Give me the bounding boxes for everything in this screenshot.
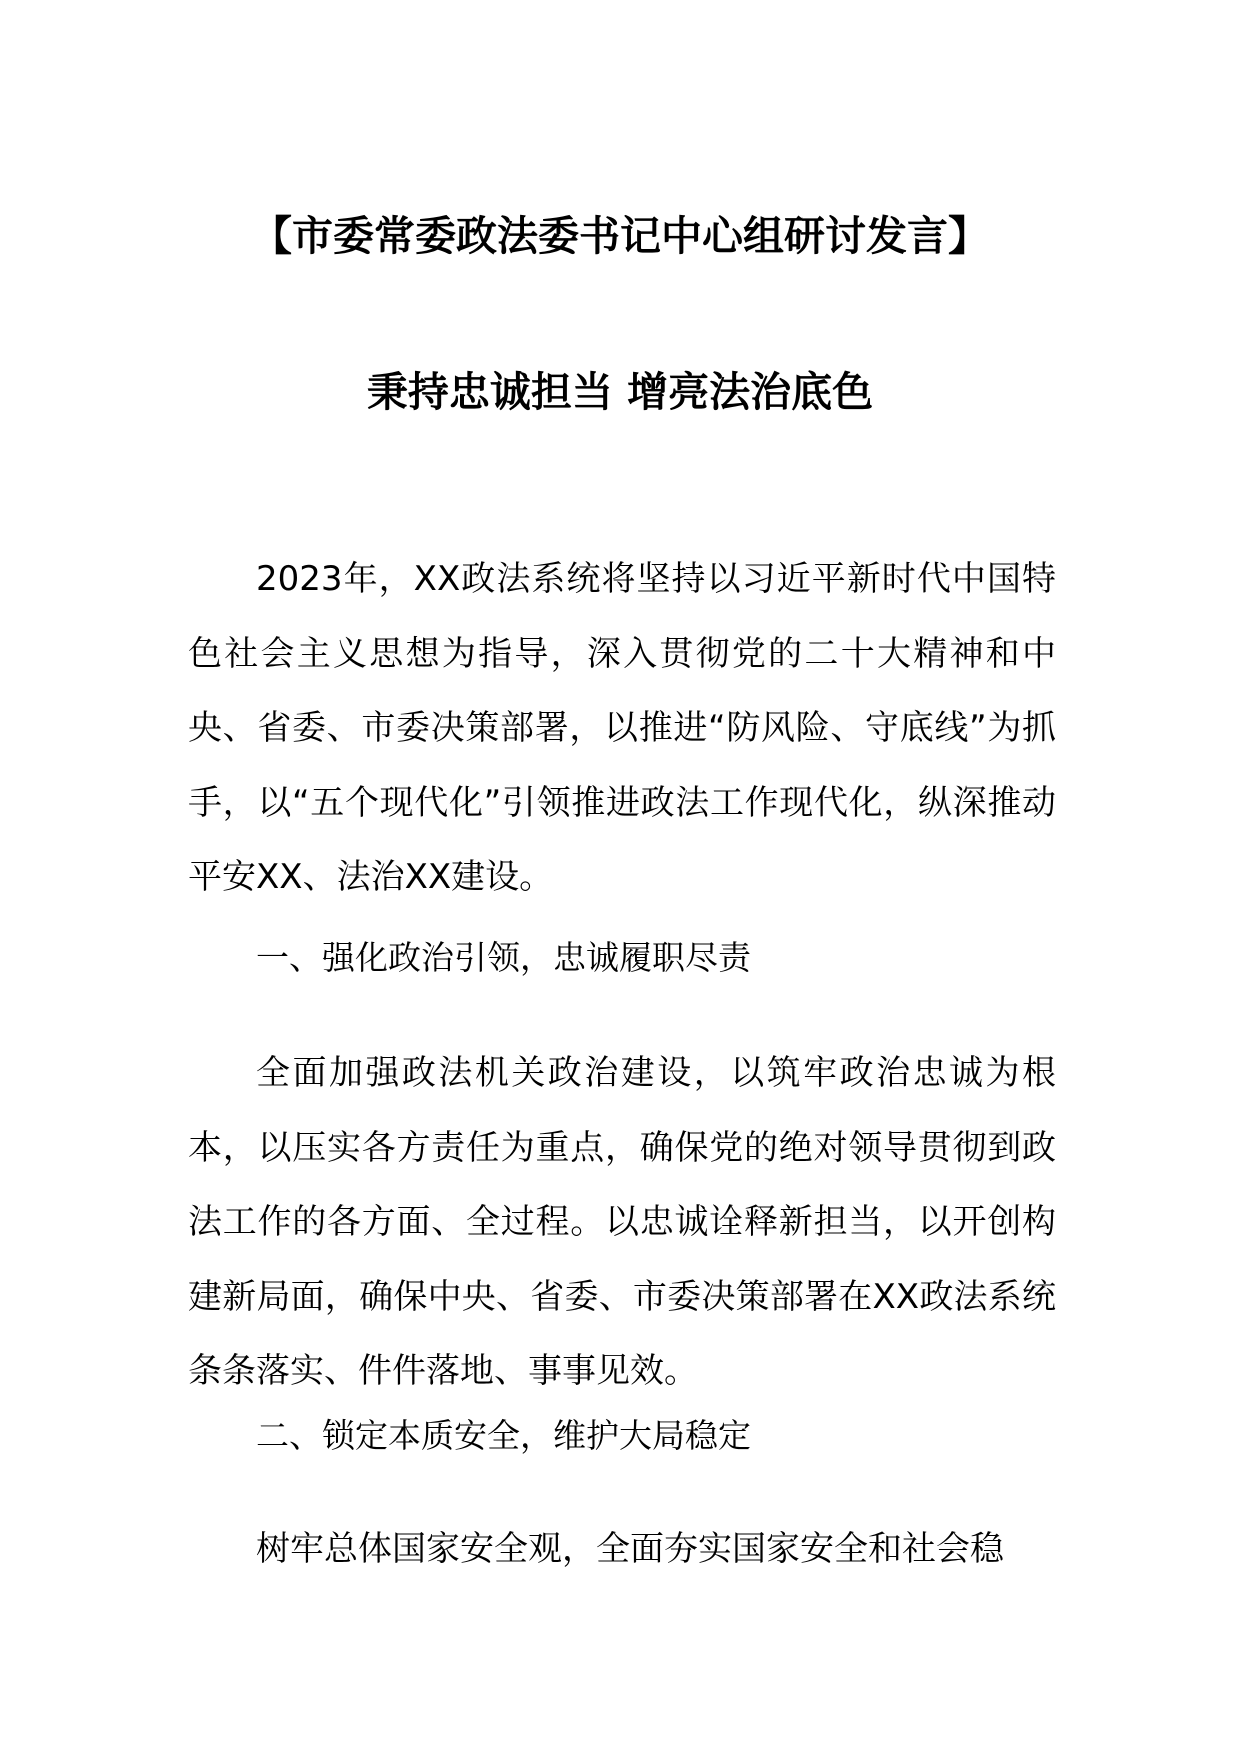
section-2-paragraph: 树牢总体国家安全观，全面夯实国家安全和社会稳	[256, 1529, 1004, 1569]
intro-paragraph: 2023年，XX政法系统将坚持以习近平新时代中国特色社会主义思想为指导，深入贯彻党的二十大精神和中央、省委、市委决策部署，以推进“防风险、守底线”为抓手，以“五个现代化”引领推进政法工作现代化，纵深推动平安XX、法治XX建设。	[188, 559, 1056, 897]
document-subtitle: 秉持忠诚担当 增亮法治底色	[366, 368, 874, 416]
document-title: 【市委常委政法委书记中心组研讨发言】	[251, 212, 989, 260]
section-1-paragraph: 全面加强政法机关政治建设，以筑牢政治忠诚为根本，以压实各方责任为重点，确保党的绝对领导贯彻到政法工作的各方面、全过程。以忠诚诠释新担当，以开创构建新局面，确保中央、省委、市委决策部署在XX政法系统条条落实、件件落地、事事见效。	[188, 1053, 1056, 1391]
section-heading-2: 二、锁定本质安全，维护大局稳定	[256, 1416, 751, 1455]
section-heading-1: 一、强化政治引领，忠诚履职尽责	[256, 938, 751, 977]
